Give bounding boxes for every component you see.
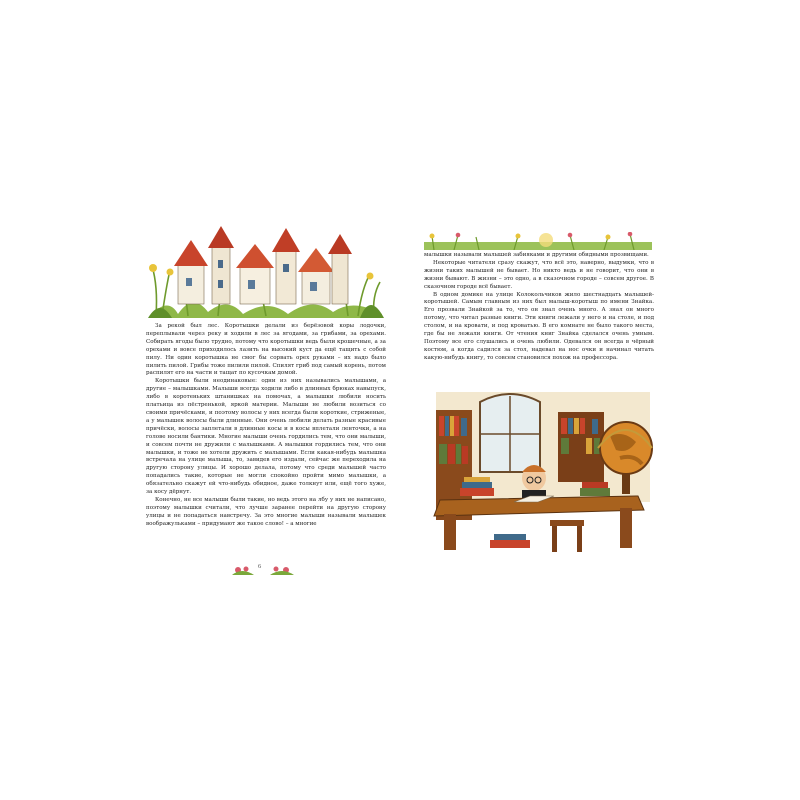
paragraph: В одном домике на улице Колокольчиков жило шестнадцать малышей-коротышей. Самым главным из них был малыш-коротыш по имени Знайка. Его прозвали Знайкой за то, что он знал очень много. А знал он много потому, что читал разные книги. Эти книги лежали у него и на столе, и под столом, и на кровати, и под кроватью. В его комнате не было такого места, где бы не лежали книги. От чтения книг Знайка сделался очень умным. Поэтому все его слушались и очень любили. Одевался он всегда в чёрный костюм, а когда садился за стол, надевал на нос очки и начинал читать какую-нибудь книгу, то совсем становился похож на профессора. — [424, 291, 654, 361]
page-number: 6 — [258, 563, 262, 570]
paragraph: За рекой был лес. Коротышки делали из берёзовой коры лодочки, переплывали через реку и ходили в лес за ягодами, за грибами, за орехами. Собирать ягоды было трудно, потому что коротышки ведь были крошечные, а за орехами и вовсе приходилось лазить на высокий куст да ещё тащить с собой пилу. Ни один коротышка не смог бы сорвать орех руками – их надо было пилить пилой. Грибы тоже пилили пилой. Спилят гриб под самый корень, потом распилят его на части и тащат по кусочкам домой. — [146, 323, 386, 377]
paragraph: Некоторые читатели сразу скажут, что всё это, наверно, выдумки, что в жизни таких малышей не бывает. Но никто ведь и не говорит, что они в жизни бывают. В жизни – это одно, а в сказочном городе – совсем другое. В сказочном городе всё бывает. — [424, 259, 654, 290]
flower-meadow-border — [424, 232, 652, 250]
left-page-text — [146, 323, 386, 529]
paragraph: Коротышки были неодинаковые: одни из них назывались малышами, а другие – малышками. Малыши всегда ходили либо в длинных брюках навыпуск, либо в коротеньких штанишках на помочах, а малышки любили носить платьица из пёстренькой, яркой материи. Малыши не любили возиться со своими причёсками, и поэтому волосы у них всегда были короткие, стриженые, а у малышек волосы были длинные. Они очень любили делать разные красивые причёски, волосы заплетали в длинные косы и в косы вплетали ленточки, а на голове носили бантики. Многие малыши очень гордились тем, что они малыши, и совсем почти не дружили с малышками. А малышки гордились тем, что они малышки, и тоже не хотели дружить с малышами. Если какая-нибудь малышка встречала на улице малыша, то, завидев его издали, сейчас же переходила на другую сторону улицы. И хорошо делала, потому что среди малышей часто попадались такие, которые не могли спокойно пройти мимо малышки, а обязательно скажут ей что-нибудь обидное, даже толкнут или, ещё того хуже, за косу дёрнут. — [146, 378, 386, 496]
fairy-town-image — [148, 226, 384, 318]
znayka-desk-image — [430, 392, 656, 554]
paragraph: Конечно, не все малыши были такие, но ведь этого на лбу у них не написано, поэтому малышки считали, что лучше заранее перейти на другую сторону улицы и не попадаться навстречу. За это многие малыши называли малышек воображульками – придумают же такое слово! – а многие — [146, 496, 386, 527]
page-folio — [232, 562, 294, 576]
flower-border-image — [424, 232, 652, 250]
paragraph: малышки называли малышей забияками и другими обидными прозвищами. — [424, 252, 649, 258]
znayka-illustration — [430, 392, 656, 554]
right-page-text — [424, 252, 654, 363]
flower-ornament-icon — [232, 563, 294, 577]
fairy-town-illustration — [148, 226, 384, 318]
